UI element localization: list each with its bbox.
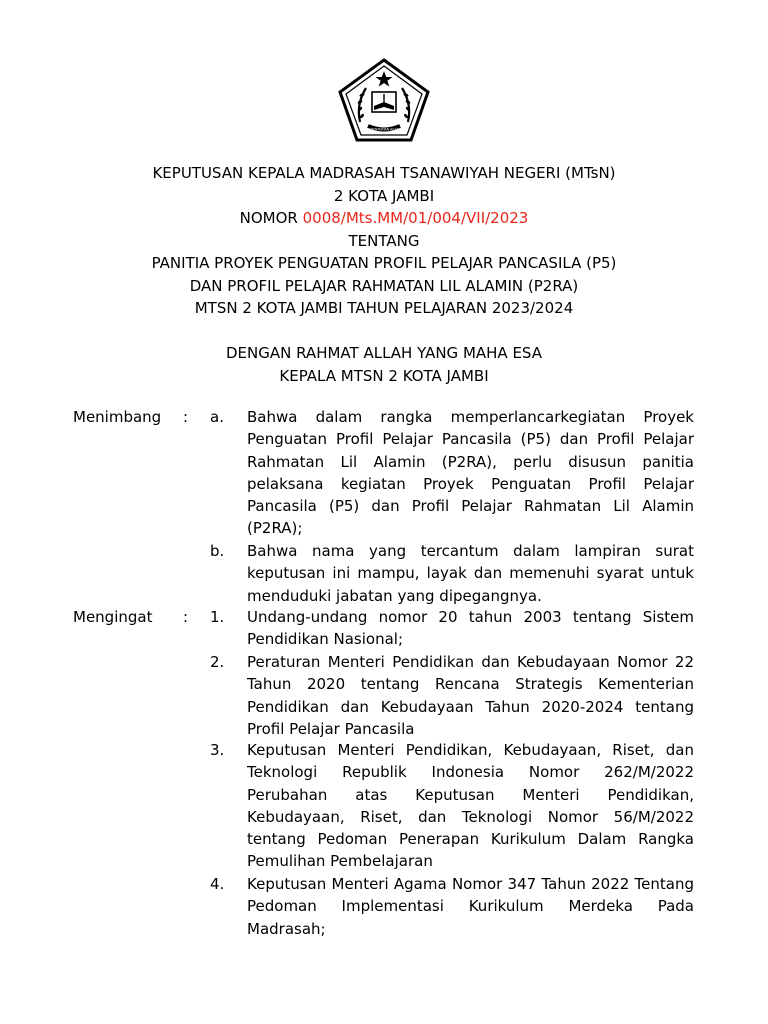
authority-line: KEPALA MTSN 2 KOTA JAMBI <box>279 366 489 385</box>
list-marker: 3. <box>210 741 225 759</box>
subject-line2: DAN PROFIL PELAJAR RAHMATAN LIL ALAMIN (P2RA) <box>189 276 579 295</box>
list-marker: 1. <box>210 608 225 626</box>
menimbang-colon: : <box>183 408 189 426</box>
mengingat-label: Mengingat <box>73 608 153 626</box>
list-item-text: Keputusan Menteri Agama Nomor 347 Tahun 2022 Tentang Pedoman Implementasi Kurikulum Merdeka Pada Madrasah; <box>247 875 694 938</box>
decree-title-line2: 2 KOTA JAMBI <box>333 186 435 205</box>
menimbang-label: Menimbang <box>73 408 162 426</box>
decree-header <box>0 162 768 387</box>
subject-line3: MTSN 2 KOTA JAMBI TAHUN PELAJARAN 2023/2024 <box>194 299 574 317</box>
ministry-emblem-logo <box>338 58 430 142</box>
decree-number-label: NOMOR <box>239 209 303 227</box>
list-item-text: Undang-undang nomor 20 tahun 2003 tentang Sistem Pendidikan Nasional; <box>247 608 694 649</box>
list-marker: 2. <box>210 653 225 671</box>
list-marker: 4. <box>210 875 225 893</box>
svg-text:KEMENTERIAN AGAMA: KEMENTERIAN AGAMA <box>366 127 402 132</box>
decree-title-line1: KEPUTUSAN KEPALA MADRASAH TSANAWIYAH NEGERI (MTsN) <box>152 164 616 182</box>
decree-number <box>0 207 768 230</box>
decree-number-value: 0008/Mts.MM/01/004/VII/2023 <box>302 209 529 227</box>
mengingat-colon: : <box>183 608 189 626</box>
list-marker: b. <box>210 542 225 560</box>
blessing-line: DENGAN RAHMAT ALLAH YANG MAHA ESA <box>226 344 542 362</box>
list-item-text: Bahwa nama yang tercantum dalam lampiran surat keputusan ini mampu, layak dan memenuhi syarat untuk menduduki jabatan yang dipegangnya. <box>247 542 694 605</box>
list-item-text: Keputusan Menteri Pendidikan, Kebudayaan, Riset, dan Teknologi Republik Indonesia Nomor 262/M/2022 Perubahan atas Keputusan Menteri Pendidikan, Kebudayaan, Riset, dan Teknologi Nomor 56/M/2022 tentang Pedoman Penerapan Kurikulum Dalam Rangka Pemulihan Pembelajaran <box>247 741 694 871</box>
tentang-label: TENTANG <box>348 231 420 250</box>
list-item-text: Peraturan Menteri Pendidikan dan Kebudayaan Nomor 22 Tahun 2020 tentang Rencana Strategis Kementerian Pendidikan dan Kebudayaan Tahun 2020-2024 tentang Profil Pelajar Pancasila <box>247 653 694 738</box>
list-marker: a. <box>210 408 224 426</box>
subject-line1: PANITIA PROYEK PENGUATAN PROFIL PELAJAR PANCASILA (P5) <box>151 254 617 272</box>
list-item-text: Bahwa dalam rangka memperlancarkegiatan Proyek Penguatan Profil Pelajar Pancasila (P5) dan Profil Pelajar Rahmatan Lil Alamin (P2RA), perlu disusun panitia pelaksana kegiatan Proyek Penguatan Profil Pelajar Pancasila (P5) dan Profil Pelajar Rahmatan Lil Alamin (P2RA); <box>247 408 694 538</box>
